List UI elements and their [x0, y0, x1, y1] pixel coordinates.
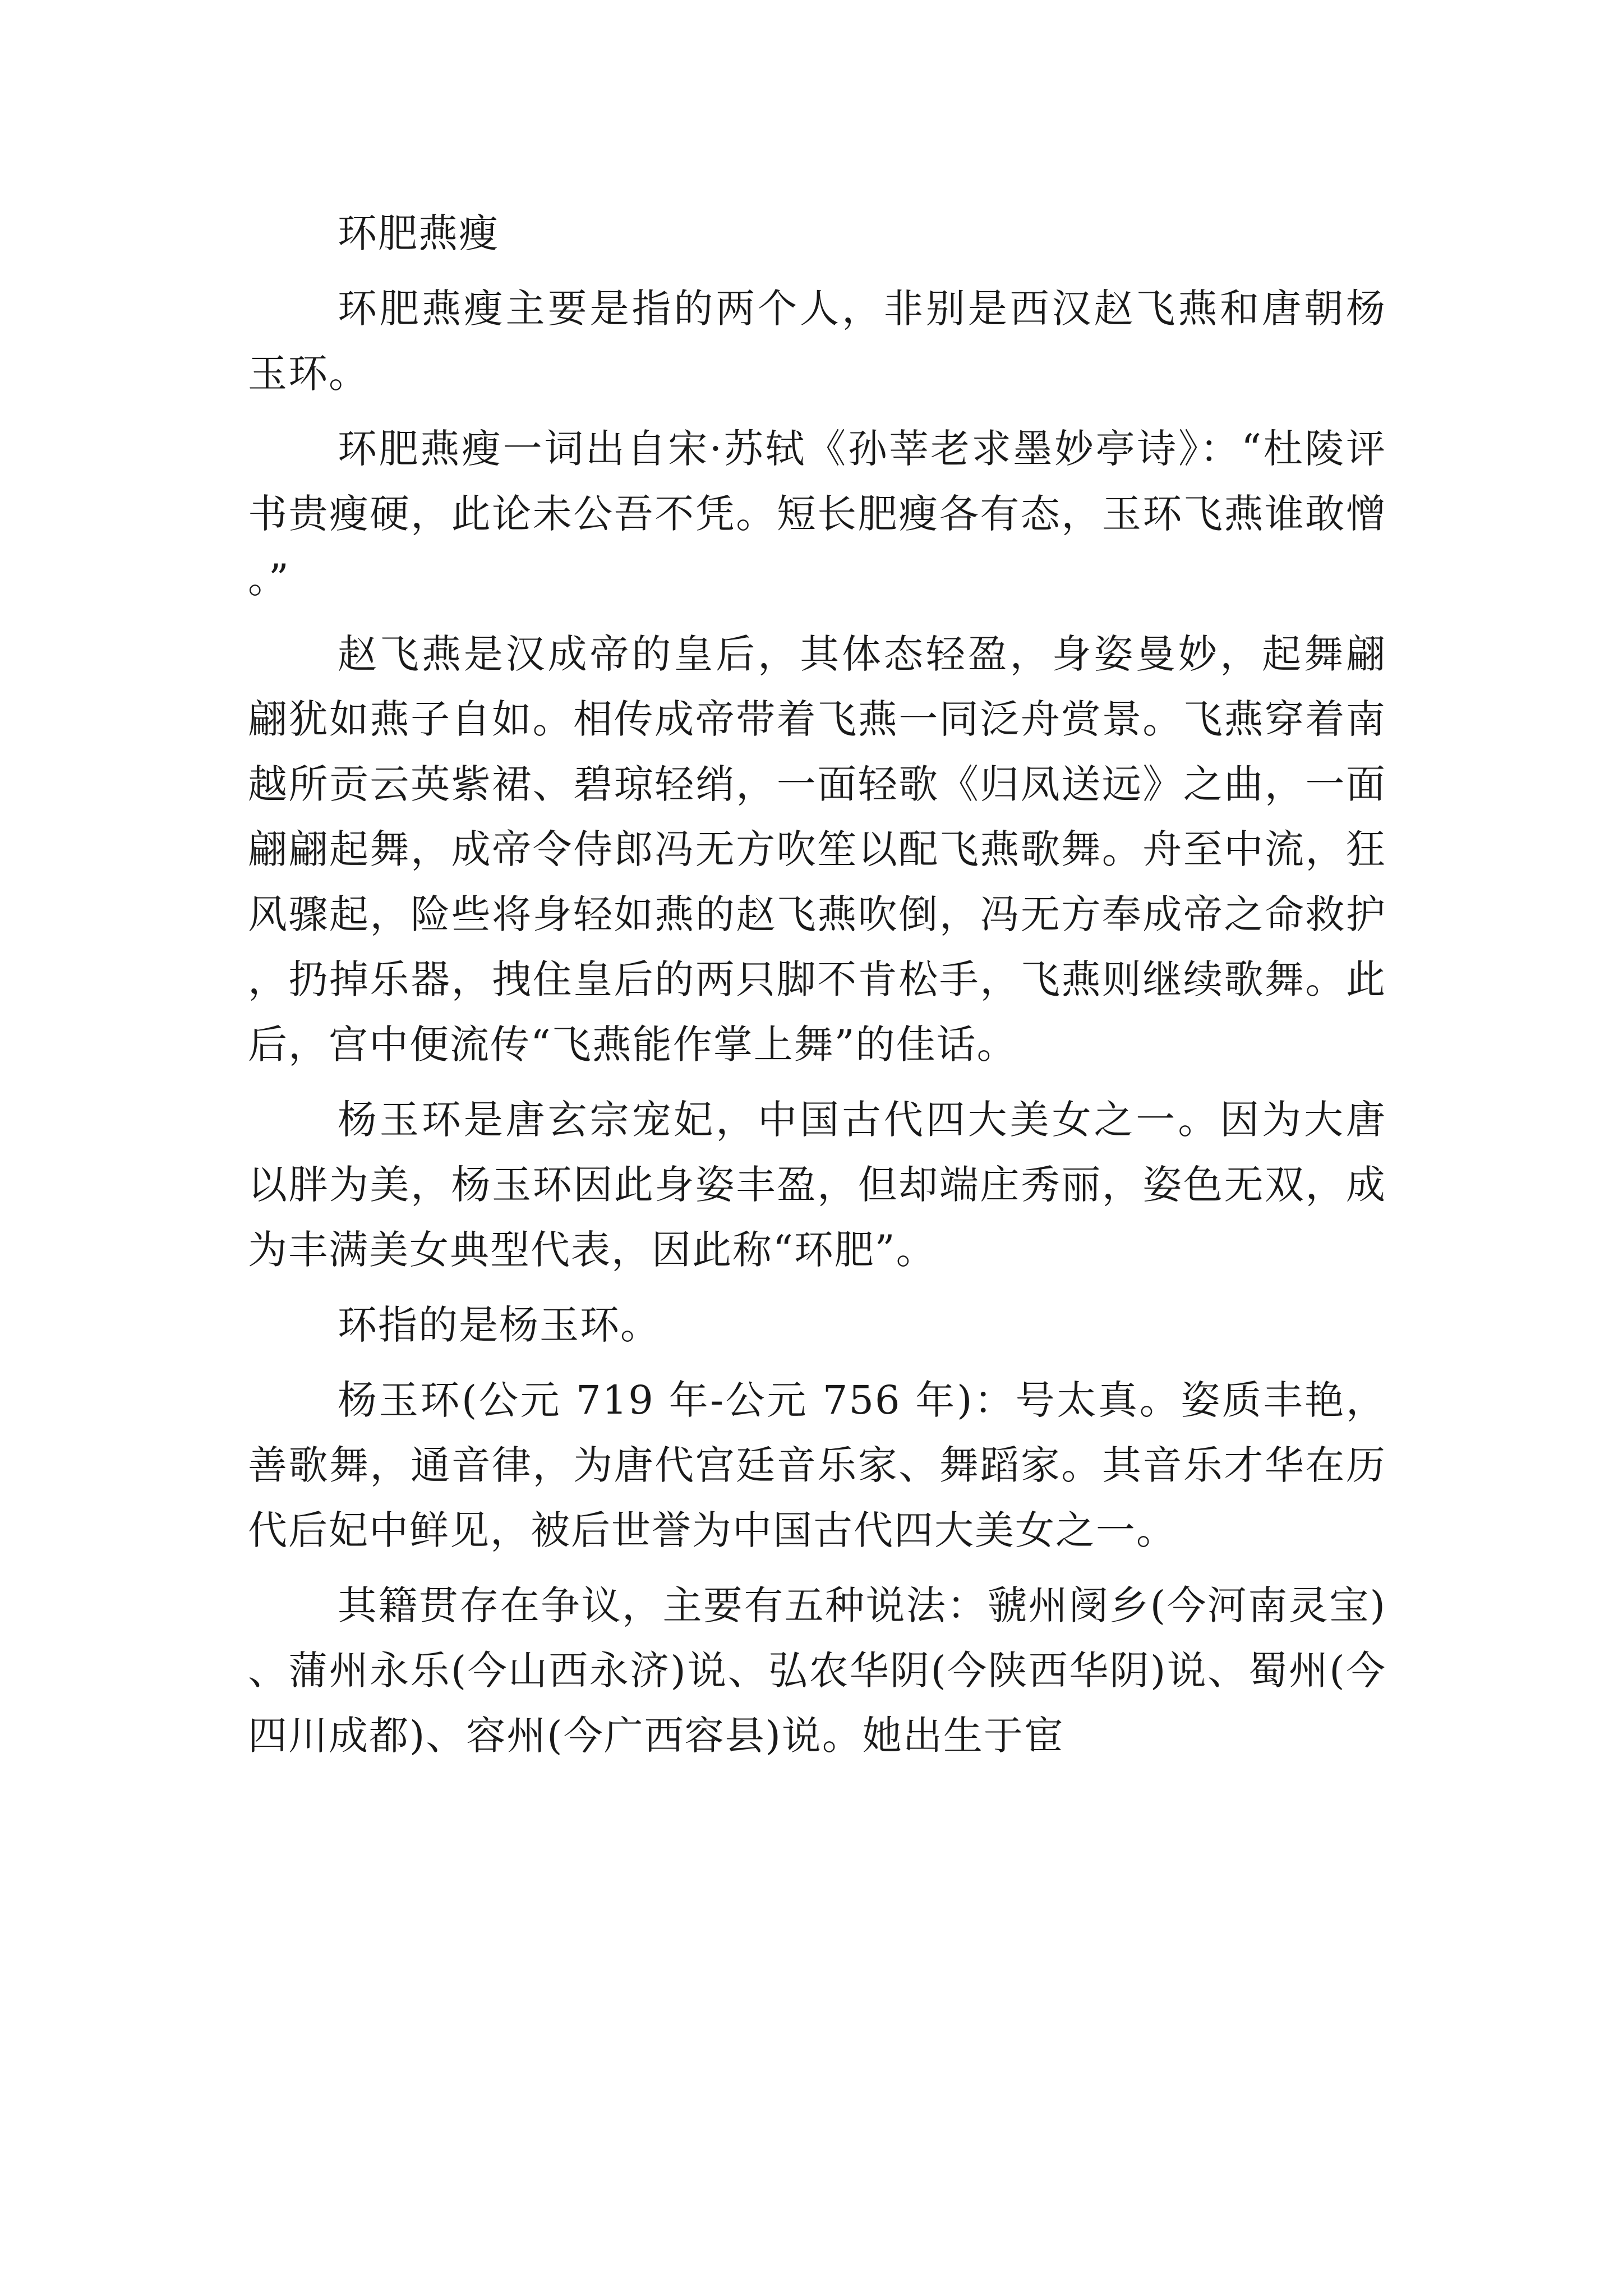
paragraph-hometown: 其籍贯存在争议，主要有五种说法：虢州阌乡(今河南灵宝)、蒲州永乐(今山西永济)说、弘农华阴(今陕西华阴)说、蜀州(今四川成都)、容州(今广西容县)说。她出生于宦: [248, 1582, 1386, 1759]
document-title: 环肥燕瘦: [338, 210, 499, 256]
document-body: [248, 201, 1386, 1768]
paragraph-zhao-feiyan: 赵飞燕是汉成帝的皇后，其体态轻盈，身姿曼妙，起舞翩翩犹如燕子自如。相传成帝带着飞燕一同泛舟赏景。飞燕穿着南越所贡云英紫裙、碧琼轻绡，一面轻歌《归凤送远》之曲，一面翩翩起舞，成帝令侍郎冯无方吹笙以配飞燕歌舞。舟至中流，狂风骤起，险些将身轻如燕的赵飞燕吹倒，冯无方奉成帝之命救护，扔掉乐器，拽住皇后的两只脚不肯松手，飞燕则继续歌舞。此后，宫中便流传“飞燕能作掌上舞”的佳话。: [248, 631, 1386, 1068]
paragraph-origin: 环肥燕瘦一词出自宋·苏轼《孙莘老求墨妙亭诗》：“杜陵评书贵瘦硬，此论未公吾不凭。短长肥瘦各有态，玉环飞燕谁敢憎。”: [248, 426, 1386, 602]
paragraph-yang-biography: 杨玉环(公元 719 年-公元 756 年)：号太真。姿质丰艳，善歌舞，通音律，为唐代宫廷音乐家、舞蹈家。其音乐才华在历代后妃中鲜见，被后世誉为中国古代四大美女之一。: [248, 1377, 1386, 1553]
paragraph-yang-yuhuan: 杨玉环是唐玄宗宠妃，中国古代四大美女之一。因为大唐以胖为美，杨玉环因此身姿丰盈，但却端庄秀丽，姿色无双，成为丰满美女典型代表，因此称“环肥”。: [248, 1097, 1386, 1273]
paragraph-huan-meaning: 环指的是杨玉环。: [338, 1302, 661, 1348]
paragraph-definition: 环肥燕瘦主要是指的两个人，非别是西汉赵飞燕和唐朝杨玉环。: [248, 286, 1386, 397]
